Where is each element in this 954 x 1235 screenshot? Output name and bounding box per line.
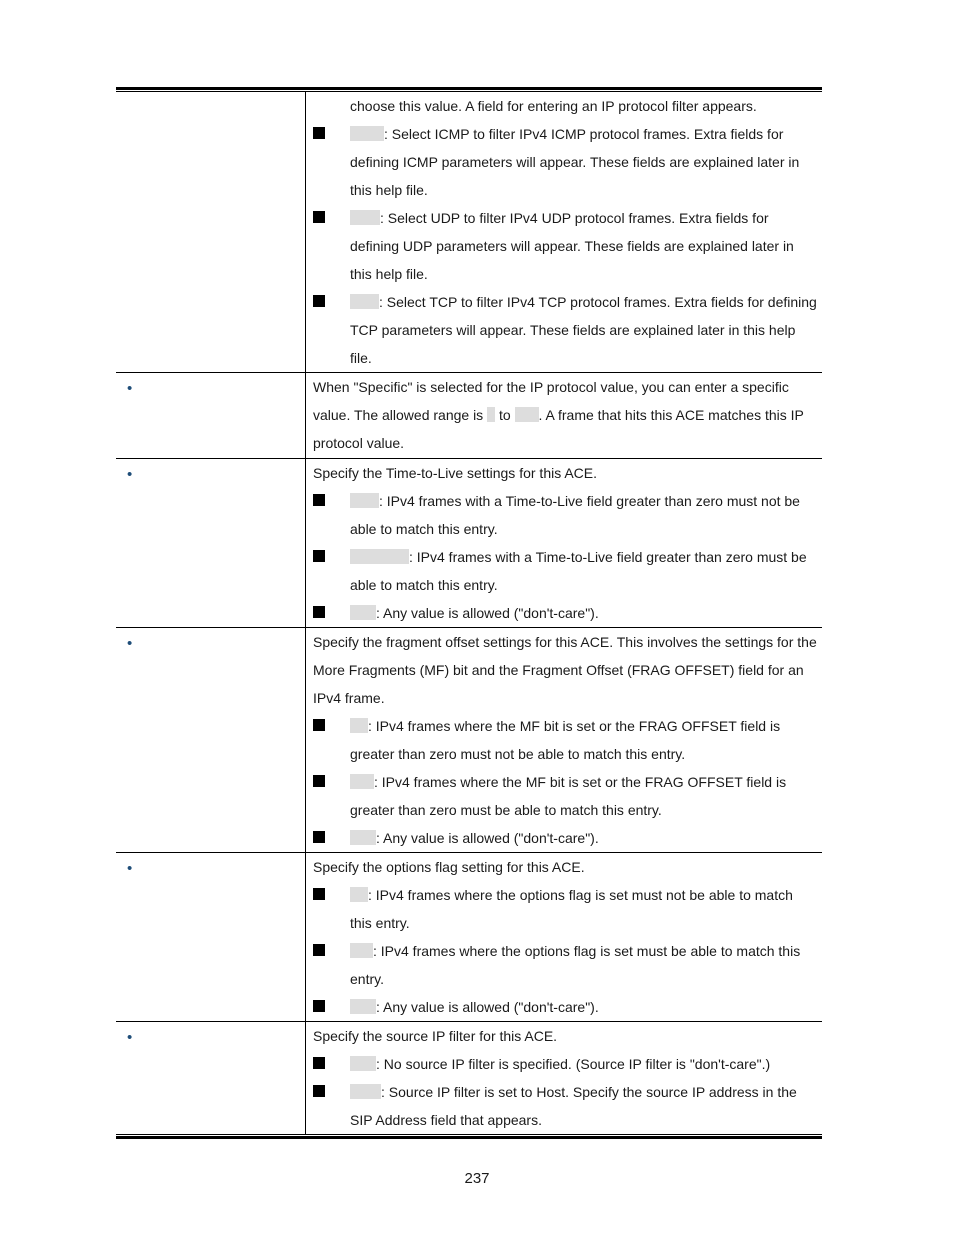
list-item: : Source IP filter is set to Host. Specify the source IP address in the SIP Address field that appears.: [313, 1078, 819, 1134]
table-row: [116, 1022, 822, 1134]
list-item: : Any value is allowed ("don't-care").: [313, 599, 819, 627]
redacted-value: [350, 1084, 381, 1099]
description-cell: Specify the options flag setting for this ACE. : IPv4 frames where the options flag is set must not be able to match this entry. : IPv4 frames where the options flag is set must be able to match this entry. : Any value is allowed ("don't-care").: [313, 853, 819, 1021]
square-bullet-icon: [313, 888, 325, 900]
list-item: : IPv4 frames where the options flag is set must be able to match this entry.: [313, 937, 819, 993]
square-bullet-icon: [313, 494, 325, 506]
square-bullet-icon: [313, 550, 325, 562]
continuation-text: choose this value. A field for entering an IP protocol filter appears.: [350, 98, 757, 114]
square-bullet-icon: [313, 211, 325, 223]
square-bullet-icon: [313, 831, 325, 843]
list-item: : IPv4 frames where the options flag is set must not be able to match this entry.: [313, 881, 819, 937]
redacted-value: [487, 407, 495, 422]
redacted-value: [350, 605, 376, 620]
list-item: : Any value is allowed ("don't-care").: [313, 824, 819, 852]
page-number: 237: [464, 1170, 490, 1187]
list-item: : Select UDP to filter IPv4 UDP protocol frames. Extra fields for defining UDP parameters will appear. These fields are explained later in this help file.: [313, 204, 819, 288]
list-item: : IPv4 frames with a Time-to-Live field greater than zero must not be able to match this entry.: [313, 487, 819, 543]
table-row: [116, 459, 822, 628]
description-cell: Specify the source IP filter for this ACE. : No source IP filter is specified. (Source IP filter is "don't-care".) : Source IP filter is set to Host. Specify the source IP address in the SIP Address field that appears.: [313, 1022, 819, 1134]
parameter-cell: [116, 459, 306, 627]
square-bullet-icon: [313, 719, 325, 731]
square-bullet-icon: [313, 1000, 325, 1012]
description-cell: [313, 92, 819, 372]
bullet-icon: •: [127, 635, 133, 652]
table-row: [116, 373, 822, 459]
square-bullet-icon: [313, 775, 325, 787]
parameter-cell: [116, 1022, 306, 1134]
table-row: [116, 853, 822, 1022]
parameter-cell: [116, 853, 306, 1021]
list-item: : Select TCP to filter IPv4 TCP protocol frames. Extra fields for defining TCP parameters will appear. These fields are explained later in this help file.: [313, 288, 819, 372]
bullet-icon: •: [127, 860, 133, 877]
redacted-value: [350, 549, 409, 564]
bullet-icon: •: [127, 380, 133, 397]
bullet-icon: •: [127, 1029, 133, 1046]
redacted-value: [350, 999, 376, 1014]
description-cell: Specify the Time-to-Live settings for this ACE. : IPv4 frames with a Time-to-Live field greater than zero must not be able to match this entry. : IPv4 frames with a Time-to-Live field greater than zero must be able to match this entry. : Any value is allowed ("don't-care").: [313, 459, 819, 627]
redacted-value: [350, 774, 374, 789]
list-item: : IPv4 frames where the MF bit is set or the FRAG OFFSET field is greater than zero must be able to match this entry.: [313, 768, 819, 824]
description-cell: Specify the fragment offset settings for this ACE. This involves the settings for the More Fragments (MF) bit and the Fragment Offset (FRAG OFFSET) field for an IPv4 frame. : IPv4 frames where the MF bit is set or the FRAG OFFSET field is greater than zero must not be able to match this entry. : IPv4 frames where the MF bit is set or the FRAG OFFSET field is greater than zero must be able to match this entry. : Any value is allowed ("don't-care").: [313, 628, 819, 852]
list-item: : Select ICMP to filter IPv4 ICMP protocol frames. Extra fields for defining ICMP parameters will appear. These fields are explained later in this help file.: [313, 120, 819, 204]
description-cell: When "Specific" is selected for the IP protocol value, you can enter a specific value. The allowed range is to . A frame that hits this ACE matches this IP protocol value.: [313, 379, 804, 451]
square-bullet-icon: [313, 295, 325, 307]
table-row: [116, 92, 822, 373]
list-item: : No source IP filter is specified. (Source IP filter is "don't-care".): [313, 1050, 819, 1078]
redacted-value: [350, 493, 379, 508]
parameter-cell: [116, 373, 306, 458]
list-item: : IPv4 frames with a Time-to-Live field greater than zero must be able to match this entry.: [313, 543, 819, 599]
parameter-cell: [116, 628, 306, 852]
parameter-cell: [116, 92, 306, 372]
square-bullet-icon: [313, 127, 325, 139]
square-bullet-icon: [313, 1085, 325, 1097]
list-item: : Any value is allowed ("don't-care").: [313, 993, 819, 1021]
table-bottom-rule: [116, 1134, 822, 1139]
bullet-icon: •: [127, 466, 133, 483]
square-bullet-icon: [313, 606, 325, 618]
list-item: : IPv4 frames where the MF bit is set or the FRAG OFFSET field is greater than zero must not be able to match this entry.: [313, 712, 819, 768]
redacted-value: [350, 887, 368, 902]
square-bullet-icon: [313, 944, 325, 956]
redacted-value: [350, 294, 379, 309]
table-row: [116, 628, 822, 853]
square-bullet-icon: [313, 1057, 325, 1069]
redacted-value: [350, 943, 373, 958]
redacted-value: [350, 210, 380, 225]
redacted-value: [350, 1056, 376, 1071]
redacted-value: [350, 830, 376, 845]
redacted-value: [350, 126, 384, 141]
redacted-value: [515, 407, 539, 422]
redacted-value: [350, 718, 368, 733]
